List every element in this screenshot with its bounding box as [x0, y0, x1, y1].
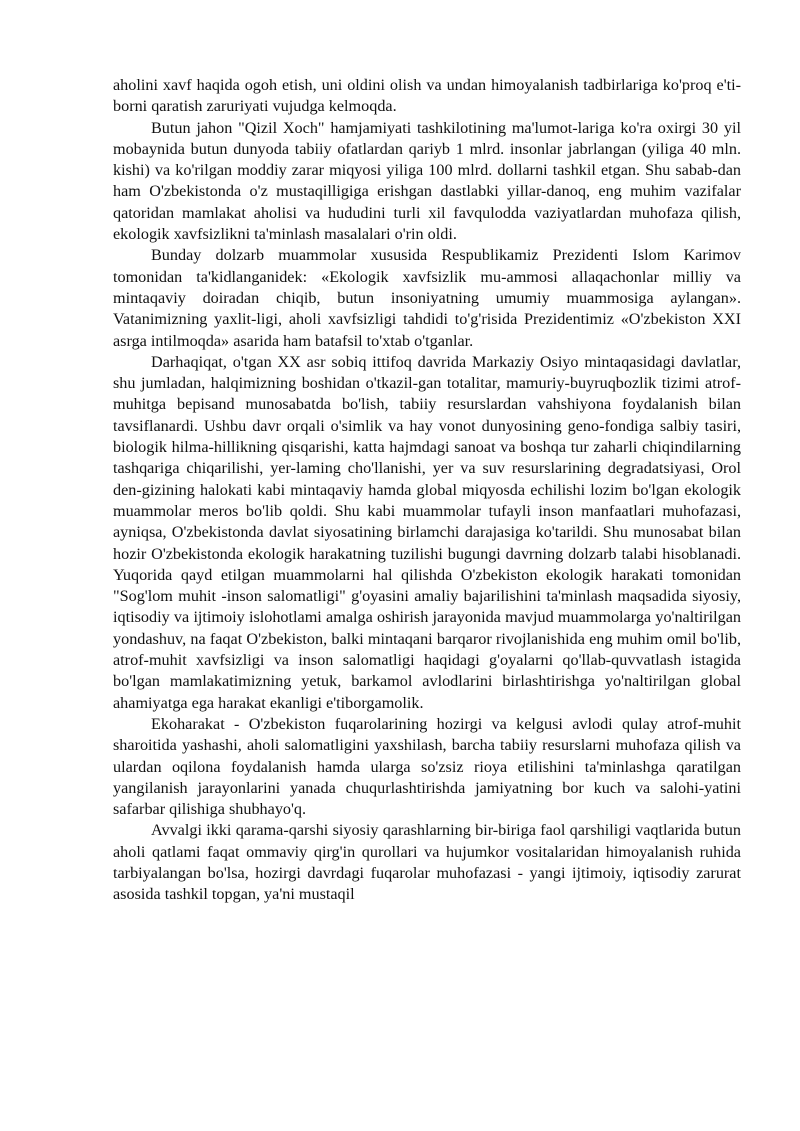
- document-page: [113, 75, 741, 906]
- paragraph-ekoharakat: Ekoharakat - O'zbekiston fuqarolarining hozirgi va kelgusi avlodi qulay atrof-muhit sharoitida yashashi, aholi salomatligini yaxshilash, barcha tabiiy resurslarni muhofaza qilish va ulardan oqilona foydalanish hamda ularga so'zsiz rioya etilishini ta'minlashga qaratilgan yangilanish jarayonlarini yanada chuqurlashtirishda jamiyatning bor kuch va salohi-yatini safarbar qilishiga shubhayo'q.: [113, 714, 741, 819]
- paragraph-civil-protection: Avvalgi ikki qarama-qarshi siyosiy qarashlarning bir-biriga faol qarshiligi vaqtlarida butun aholi qatlami faqat ommaviy qirg'in qurollari va hujumkor vositalaridan himoyalanish ruhida tarbiyalangan bo'lsa, hozirgi davrdagi fuqarolar muhofazasi - yangi ijtimoiy, iqtisodiy zarurat asosida tashkil topgan, ya'ni mustaqil: [113, 821, 741, 904]
- paragraph-president-quote: Bunday dolzarb muammolar xususida Respublikamiz Prezidenti Islom Karimov tomonidan ta'kidlanganidek: «Ekologik xavfsizlik mu-ammosi allaqachonlar milliy va mintaqaviy doiradan chiqib, butun insoniyatning umumiy muammosiga aylangan». Vatanimizning yaxlit-ligi, aholi xavfsizligi tahdidi to'g'risida Prezidentimiz «O'zbekiston XXI asrga intilmoqda» asarida ham batafsil to'xtab o'tganlar.: [113, 246, 741, 350]
- paragraph-xx-century: Darhaqiqat, o'tgan XX asr sobiq ittifoq davrida Markaziy Osiyo mintaqasidagi davlatlar, shu jumladan, halqimizning boshidan o'tkazil-gan totalitar, mamuriy-buyruqbozlik tizimi atrof-muhitga bepisand munosabatda bo'lish, tabiiy resurslardan vahshiyona foydalanish bilan tavsiflanardi. Ushbu davr orqali o'simlik va hay vonot dunyosining geno-fondiga salbiy tasiri, biologik hilma-hillikning qisqarishi, katta hajmdagi sanoat va boshqa tur zaharli chiqindilarning tashqariga chiqarilishi, yer-laming cho'llanishi, yer va suv resurslarining degradatsiyasi, Orol den-gizining halokati kabi mintaqaviy hamda global miqyosda echilishi lozim bo'lgan ekologik muammolar meros bo'lib qoldi. Shu kabi muammolar tufayli inson manfaatlari muhofazasi, ayniqsa, O'zbekistonda davlat siyosatining birlamchi darajasiga ko'tarildi. Shu munosabat bilan hozir O'zbekistonda ekologik harakatning tuzilishi bugungi davrning dolzarb talabi hisoblanadi. Yuqorida qayd etilgan muammolarni hal qilishda O'zbekiston ekologik harakati tomonidan "Sog'lom muhit -inson salomatligi" g'oyasini amaliy bajarilishini ta'minlash maqsadida siyosiy, iqtisodiy va ijtimoiy islohotlami amalga oshirish jarayonida mavjud muammolarga yo'naltirilgan yondashuv, na faqat O'zbekiston, balki mintaqani barqaror rivojlanishida eng muhim omil bo'lib, atrof-muhit xavfsizligi va inson salomatligi haqidagi g'oyalarni qo'llab-quvvatlash istagida bo'lgan mamlakatimizning yetuk, barkamol avlodlarini birlashtirishga yo'naltirilgan global ahamiyatga ega harakat ekanligi e'tiborgamolik.: [113, 352, 741, 712]
- paragraph-continued: aholini xavf haqida ogoh etish, uni oldini olish va undan himoyalanish tadbirlariga ko'proq e'ti-borni qaratish zaruriyati vujudga kelmoqda.: [113, 76, 741, 116]
- paragraph-red-cross: Butun jahon "Qizil Xoch" hamjamiyati tashkilotining ma'lumot-lariga ko'ra oxirgi 30 yil mobaynida butun dunyoda tabiiy ofatlardan qariyb 1 mlrd. insonlar jabrlangan (yiliga 40 mln. kishi) va ko'rilgan moddiy zarar miqyosi yiliga 100 mlrd. dollarni tashkil etgan. Shu sabab-dan ham O'zbekistonda o'z mustaqilligiga erishgan dastlabki yillar-danoq, eng muhim vazifalar qatoridan mamlakat aholisi va hududini turli xil favqulodda vaziyatlardan muhofaza qilish, ekologik xavfsizlikni ta'minlash masalalari o'rin oldi.: [113, 118, 741, 244]
